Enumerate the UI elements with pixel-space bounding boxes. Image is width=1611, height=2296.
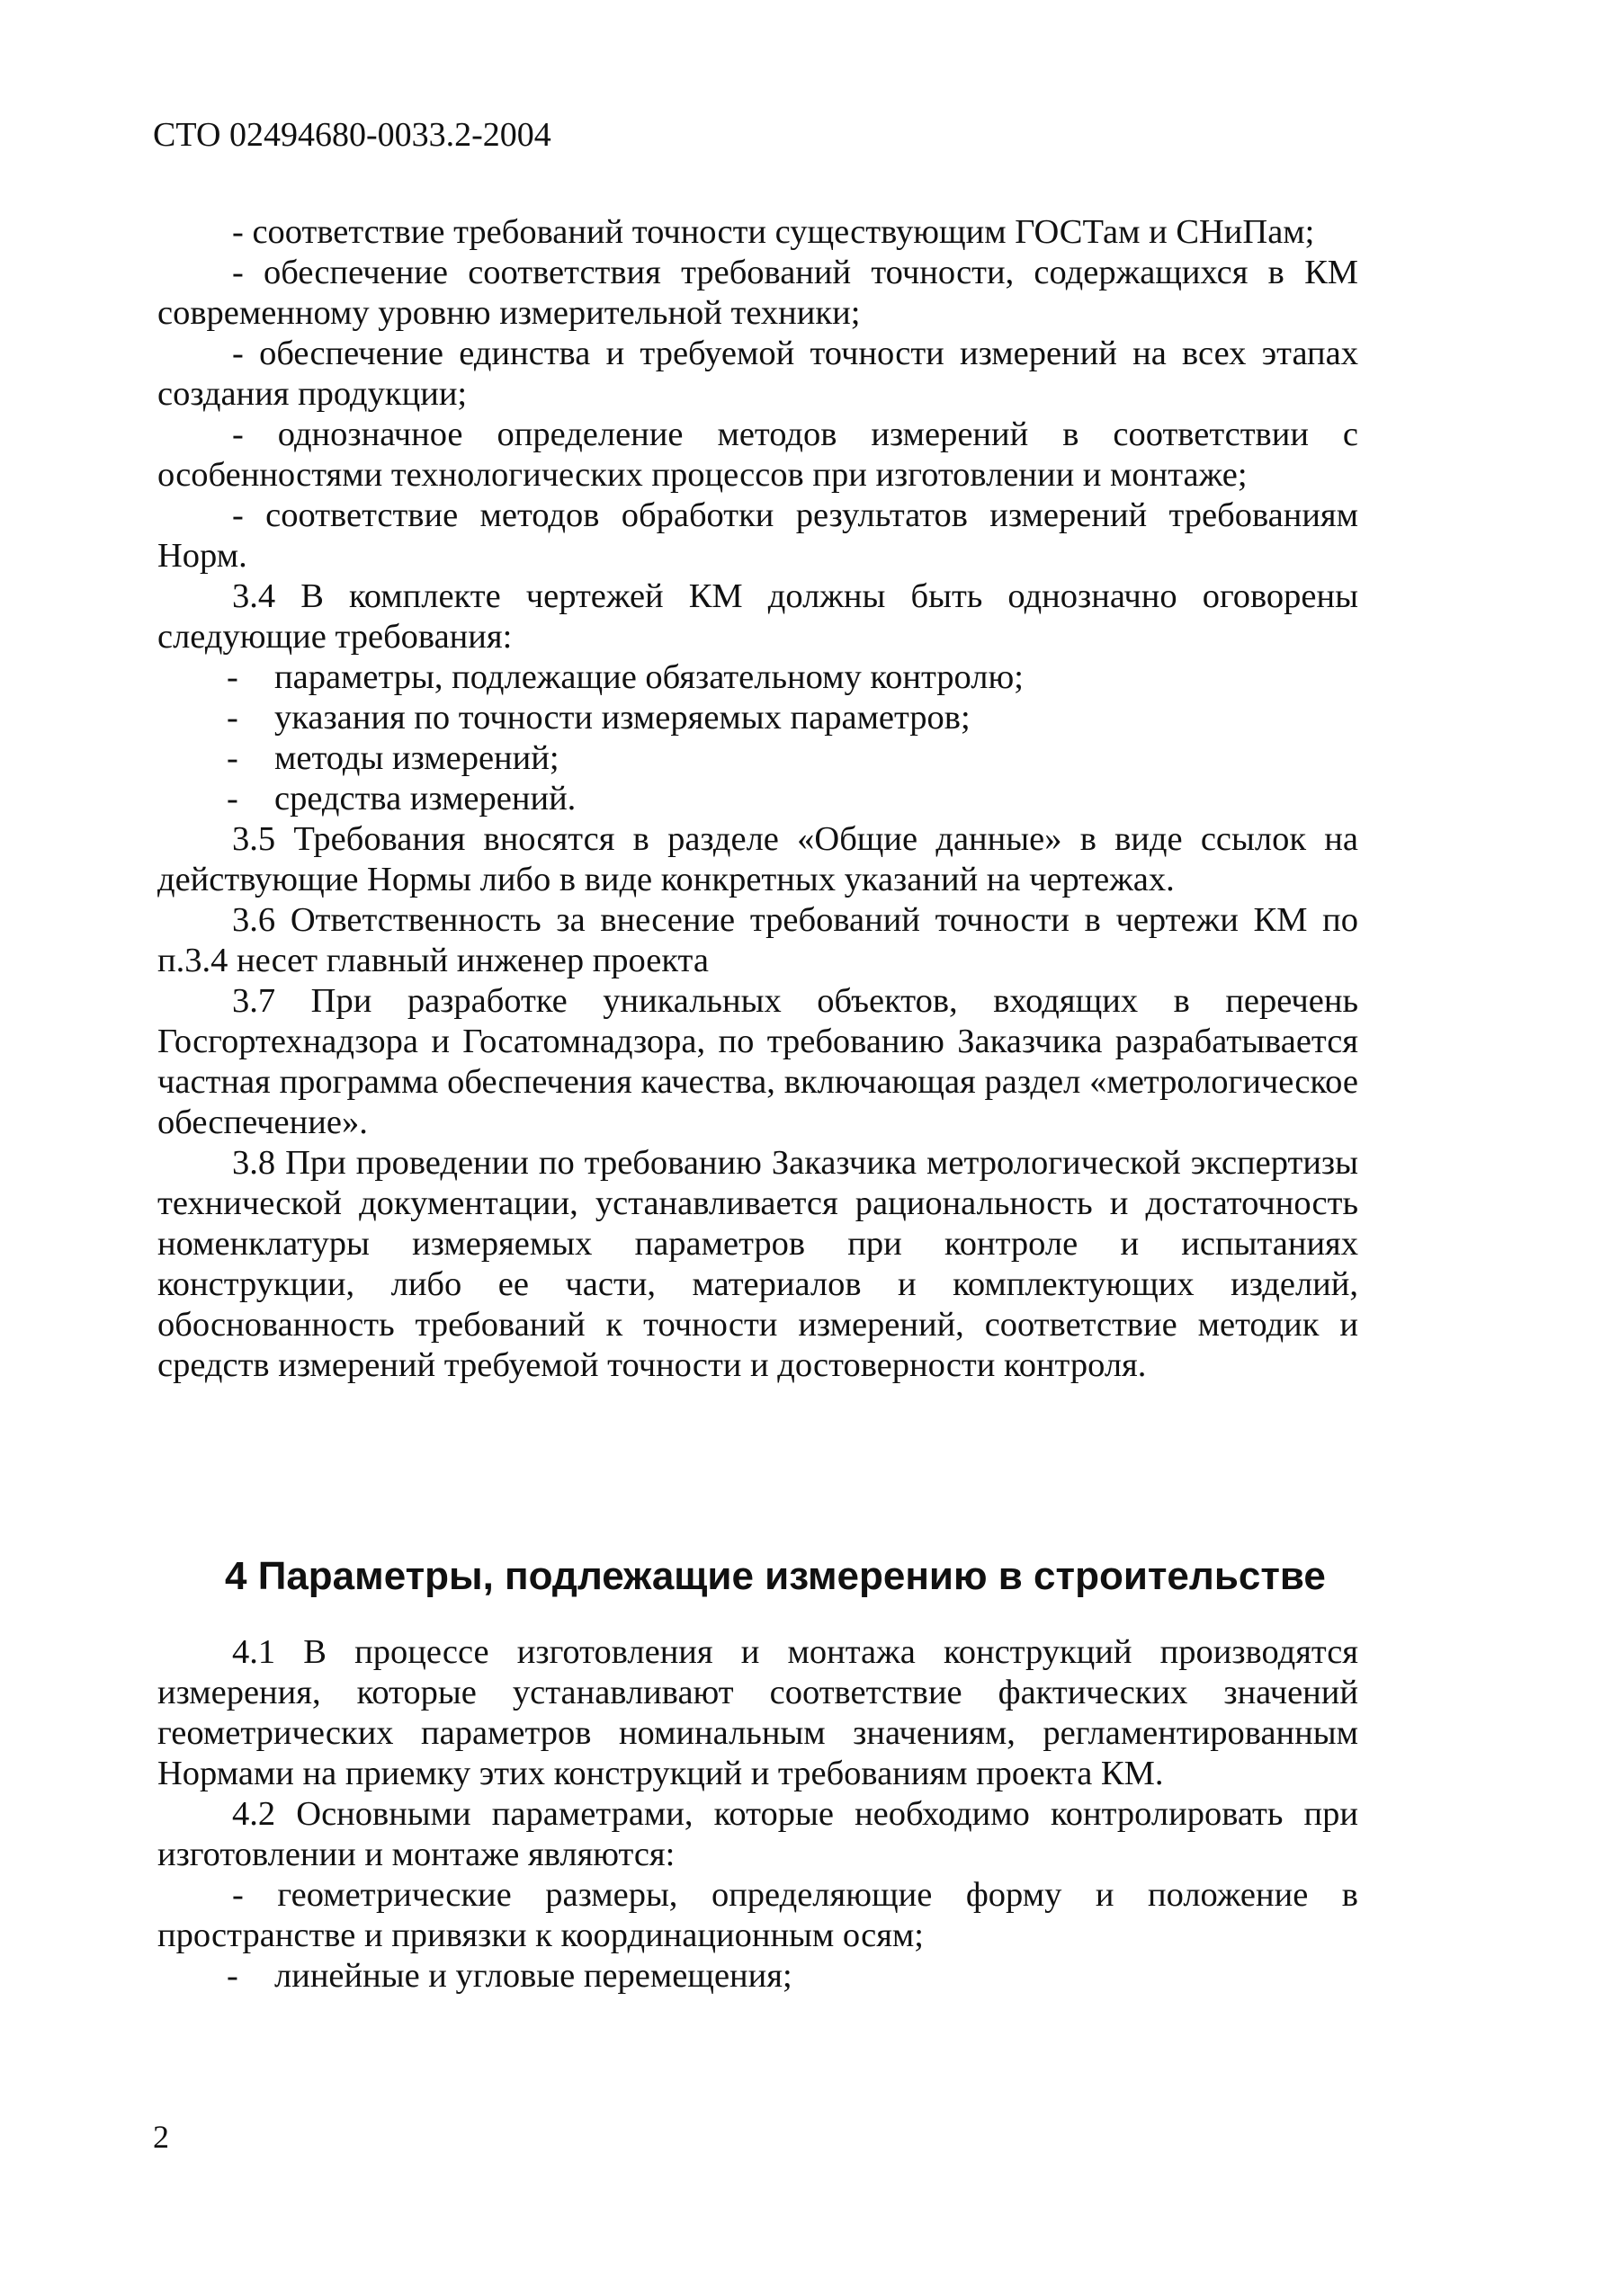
- paragraph-3-7: 3.7 При разработке уникальных объектов, входящих в перечень Госгортехнадзора и Госатомнадзора, по требованию Заказчика разрабатывается частная программа обеспечения качества, включающая раздел «метрологическое обеспечение».: [157, 982, 1358, 1141]
- dash-marker: -: [227, 1957, 238, 1995]
- section-4-body: [157, 1632, 1358, 1997]
- requirements-list: [157, 212, 1358, 1386]
- paragraph-4-2: 4.2 Основными параметрами, которые необходимо контролировать при изготовлении и монтаже являются:: [157, 1795, 1358, 1873]
- paragraph-3-5: 3.5 Требования вносятся в разделе «Общие данные» в виде ссылок на действующие Нормы либо в виде конкретных указаний на чертежах.: [157, 820, 1358, 898]
- paragraph-3-8: 3.8 При проведении по требованию Заказчика метрологической экспертизы технической документации, устанавливается рациональность и достаточность номенклатуры измеряемых параметров при контроле и испытаниях конструкции, либо ее части, материалов и комплектующих изделий, обоснованность требований к точности измерений, соответствие методик и средств измерений требуемой точности и достоверности контроля.: [157, 1144, 1358, 1384]
- dash-marker: -: [227, 699, 238, 737]
- paragraph-4-1: 4.1 В процессе изготовления и монтажа конструкций производятся измерения, которые устанавливают соответствие фактических значений геометрических параметров номинальным значениям, регламентированным Нормами на приемку этих конструкций и требованиям проекта КМ.: [157, 1633, 1358, 1792]
- dash-marker: -: [227, 658, 238, 696]
- list-item: - геометрические размеры, определяющие форму и положение в пространстве и привязки к координационным осям;: [157, 1876, 1358, 1954]
- list-item: [157, 698, 1358, 738]
- document-code-header: СТО 02494680-0033.2-2004: [153, 116, 551, 154]
- list-item: [157, 779, 1358, 819]
- list-item: - однозначное определение методов измерений в соответствии с особенностями технологических процессов при изготовлении и монтаже;: [157, 415, 1358, 494]
- list-item: - обеспечение соответствия требований точности, содержащихся в КМ современному уровню измерительной техники;: [157, 254, 1358, 332]
- list-item: - соответствие методов обработки результатов измерений требованиям Норм.: [157, 496, 1358, 575]
- section-4-heading: 4 Параметры, подлежащие измерению в строительстве: [225, 1554, 1326, 1598]
- list-item-text: указания по точности измеряемых параметров;: [274, 699, 971, 737]
- dash-marker: -: [227, 780, 238, 817]
- list-item-text: методы измерений;: [274, 739, 559, 777]
- list-item: - соответствие требований точности существующим ГОСТам и СНиПам;: [232, 213, 1315, 251]
- dash-marker: -: [227, 739, 238, 777]
- paragraph-3-4: 3.4 В комплекте чертежей КМ должны быть однозначно оговорены следующие требования:: [157, 577, 1358, 656]
- page-number: 2: [153, 2119, 169, 2155]
- list-item: - обеспечение единства и требуемой точности измерений на всех этапах создания продукции;: [157, 335, 1358, 413]
- list-item: [157, 738, 1358, 779]
- list-item-text: средства измерений.: [274, 780, 577, 817]
- list-item: [157, 1956, 1358, 1997]
- list-item-text: параметры, подлежащие обязательному контролю;: [274, 658, 1024, 696]
- list-item: [157, 657, 1358, 698]
- list-item-text: линейные и угловые перемещения;: [274, 1957, 792, 1995]
- paragraph-3-6: 3.6 Ответственность за внесение требований точности в чертежи КМ по п.3.4 несет главный инженер проекта: [157, 901, 1358, 979]
